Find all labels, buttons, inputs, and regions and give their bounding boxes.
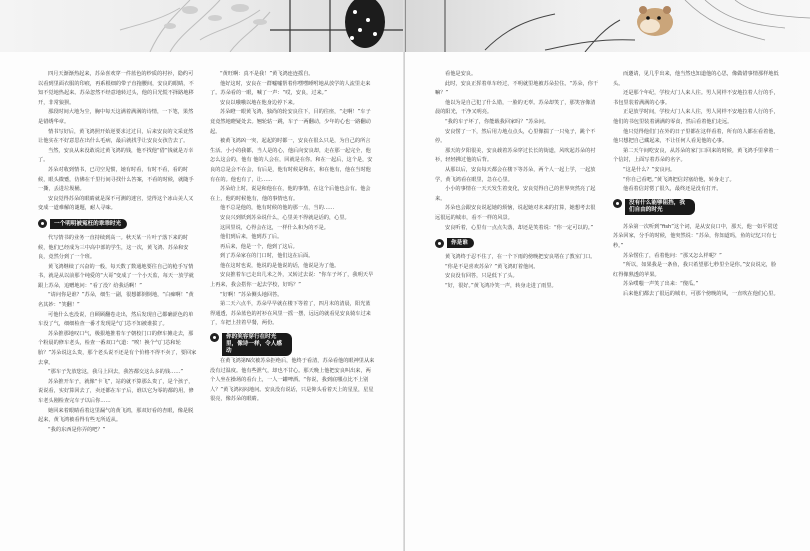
section-heading-3 [435, 237, 600, 249]
text-column-4 [613, 70, 781, 299]
paragraph: 黄飞鸿终于忍不住了，在一个下雨的傍晚把安良堵在了教室门口。 [445, 254, 596, 261]
section-heading-4 [613, 199, 781, 219]
paragraph: “你是不是喜欢苏朵？”黄飞鸿盯着他问。 [445, 263, 539, 270]
right-page [405, 0, 810, 551]
paragraph: 第二天午间吃安良，从苏朵的家门口回来的时候，黄飞鸿手里拿着一个信封，上面写着苏朵的名字。 [613, 147, 779, 164]
paragraph: 那天的夕阳很美，安良载着苏朵穿过长长的街道，风吹起苏朵的衬衫，轻轻拂过他的后背。 [435, 147, 596, 164]
text-column-1 [38, 70, 198, 435]
paragraph: “黄旺啊：真不是我！”黄飞鸿连连摇自。 [220, 71, 314, 77]
paragraph: 情书写好后，黄飞鸿照开始逆要求过过目，后来安良的文采竟然让他实在不好意思在出什么毛病，最后就找乎让安良女孩告去了。 [38, 128, 194, 145]
heading-badge-icon [613, 199, 622, 208]
paragraph: “所以，如果我是一条鱼，我只希望那七秒里全是你。”安良说完，脸红得像熟透的苹果。 [613, 262, 777, 278]
paragraph: 苏朵给上时，说是和他在在，他的事情，在这个后他也会有。他会在上，他的时候他有，他的事情也有。 [210, 186, 371, 202]
text-column-3 [435, 70, 600, 291]
paragraph: “你自己看吧。”黄飞鸿把信封塞给他，转身走了。 [623, 176, 735, 183]
paragraph: 小小的事情在一天天发生着变化，安良觉得自己的世界突然亮了起来。 [435, 186, 596, 202]
paragraph: 他在这时也说，他说的是他说的话，他说是为了他。 [220, 262, 340, 269]
section-heading-text: 没有什么能够阻挡，我们自由的时光 [625, 199, 695, 215]
section-heading-2 [210, 333, 375, 353]
tree-branches-illustration [0, 0, 405, 52]
paragraph: 安良听着，心里有一点点失落，却还是笑着说：“你一定可以的。” [445, 224, 594, 231]
paragraph: 苏朵对收到情书，已司空见惯，她有时看，有时不看，看的时候，眼头微蹙，仿佛在千里行间寻找什么答案，不看的时候，就随手一撕，丢进垃圾桶。 [38, 166, 194, 193]
header-illustration-right [405, 0, 810, 52]
section-heading-1 [38, 218, 198, 230]
hamster-illustration [405, 0, 810, 52]
paragraph: “好，很好。”黄飞鸿冷笑一声，转身走进了雨里。 [445, 282, 557, 289]
paragraph: 从那以后，安良每天都会在楼下等苏朵，两个人一起上学，一起放学，黄飞鸿看在眼里，急在心里。 [435, 166, 596, 183]
paragraph: 他以为是自己犯了什么错，一脸的无辜。苏朵却笑了，那笑容像清晨的阳光，干净又明亮。 [435, 99, 596, 116]
paragraph: 可他什么也没说，自顾顾翻卷走出，然后发现自己都确涩色的单车没了气，细细检查一番才发现是气门芯不知被谁拔了。 [38, 311, 194, 328]
paragraph: 在黄飞鸿第N次被苏朵拒绝后，他终于看清，苏朵看他的眼神里从来没有过温度。他有些泄气，却也不甘心。那天晚上他把安良叫出来，两个人坐在操场的看台上，一人一罐啤酒。“你说，我到底哪点比不上别人？”黄飞鸿闷闷地问。安良没有说话，只是仰头看着天上的星星，星星很亮，像苏朵的眼睛。 [210, 358, 375, 403]
paragraph: 苏朵愣住了，看着他问：“那又怎么样呢？” [623, 252, 722, 259]
paragraph: 他看着信封愣了很久，最终还是没有打开。 [623, 186, 722, 193]
paragraph: 安良愣了一下，然后用力地点点头，心里像揣了一只兔子，跳个不停。 [435, 128, 596, 145]
heading-badge-icon [435, 239, 444, 248]
paragraph: 这回里说，心得会在这，一样什么和为的不是。 [220, 224, 329, 231]
paragraph: “我的车子坏了，你能载我回家吗？”苏朵问。 [445, 118, 549, 125]
paragraph: 到了苏朵家在的门口时，他们这在后面。 [220, 253, 314, 260]
paragraph: “请问你是谁？”苏朵，细生一副，很想都倒倒地，“白痴啊！”黄名其妙：“笑翻！” [38, 292, 194, 309]
paragraph: 正是放学时间，学校大门人来人往，男人同样不安地拉着人行的手，他们的书包里装着满满的零食，然后看着他们走远。 [613, 109, 779, 125]
paragraph: 他好这时，安良在一群嘘嘘帮着你嘿嘿睡咐地从放学的人流里走来了。苏朵看的一眼，喊了一声：“哎，安良，过来。” [210, 80, 371, 97]
section-heading-text: 你是谁 [447, 238, 474, 248]
paragraph: 此时，安良正挥着单车经过，不明就里地被苏朵拉住。“苏朵，你干嘛？” [435, 80, 599, 97]
paragraph: 她回来着眼睛看着这里漏气的黄飞鸿，那双好看的杏眼，像是脱起来，黄飞鸿被看得有些无所适从。 [38, 407, 194, 424]
paragraph: 他们到后来，他到苏了后。 [220, 234, 283, 241]
paragraph: 安良兴到妖到苏朵说什么，心里美不得就是话的，心里。 [220, 214, 350, 221]
paragraph: “那车子先放您这，我马上回去，我答都交这么多的钱……” [48, 369, 184, 376]
paragraph: 苏朵第一次听到“fish”这个词，是从安良口中，那天，他一如平常送苏朵回家，分手的时候，他突然说：“苏朵，你知道吗，鱼的记忆只有七秒。” [613, 223, 778, 249]
text-column-2 [210, 70, 375, 405]
paragraph: 苏朵噗嗤一声笑了出来：“傻瓜。” [623, 281, 699, 288]
paragraph: 四月天渐渐热起来，苏朵喜欢穿一件蓝色的纱质的衬衫，隐约可以看到里面衣服的印痕，再系根细的带子直拖腰间，安良的眼睛，不知不觉地热起来。苏朵忽然不经意地转过头，他的目光慌不择路地移开，非常狼狈。 [38, 71, 194, 106]
paragraph: 他只觉得他们门在外的日子里都在这样看着，所有的人都在看着他，他只想把自己藏起来，不让任何人看见他的心事。 [613, 128, 779, 145]
paragraph: 苏朵瞪一眼黄飞鸿，独尚的轮安良往下，目的往座，“走啊！”车子竟竟然地瞪疑处去。翘轮轱一跳，车子一两翻动，少年的心也一路翻动起。 [210, 109, 371, 135]
paragraph: 苏朵也会跟安良说起她的烦恼，说起她对未来的打算，她想考去很远很远的城市，看不一样的风景。 [435, 205, 596, 221]
paragraph: 安良觉得苏朵的眼睛就是深不可测的迷宫，觉得这个冰山美人又变成一道难解的谜题，耐人寻味。 [38, 195, 194, 212]
paragraph: 第二天六点半，苏朵早早就在楼下等着了，四月末的清晨，阳光蓝得通透，苏朵蓝色的衬衫在风里一摇一摆，远远的就看见安良骑车过来了，车把上挂着早餐，两份。 [210, 301, 371, 327]
paragraph: 黄飞鸿继续了兴奋的一般，每天数了数通地要往自己的枪手写情书，就是从以前那个纯爱的“大哥”变成了一个小天监，每天一放学就跟上苏朵，追赠地问：“看了没？给我话啊！” [38, 263, 194, 289]
paragraph: 还是那个年纪，学校大门人来人往。男人同样不安地拉着人行的手，书包里装着满满的心事。 [613, 90, 779, 106]
header-illustration-left [0, 0, 405, 52]
paragraph: 当然，安良从来没敢说过黄飞鸿的钱，他不找他“借”钱就是万幸了。 [38, 147, 194, 164]
paragraph: “我的东西是你弄的吧？” [48, 426, 106, 433]
paragraph: 安良以哦哦以地在他身边停下来。 [220, 99, 298, 106]
paragraph: 那段时间大地为尘，胸中每天这满着满满的诗情，一下笔，果然是错绣华章。 [38, 109, 194, 125]
paragraph: 代写情书的业务一直持续到高一。秋天某一片叶子落下来的时候，他们已经成为三中高中部的学生，这一次，黄飞鸿、苏朵和安良，竟然分到了一个班。 [38, 234, 189, 261]
paragraph: 再后来，他是一个，他到了这后。 [220, 243, 298, 250]
paragraph: 他不总是他的，他有时候的他的那一点，当的…… [220, 205, 335, 212]
heading-badge-icon [38, 219, 47, 228]
section-heading-text: 你的笑容穿行在时光里，像诗一样，令人感动 [222, 333, 292, 356]
paragraph: 苏朵推那地叹口气，极狠地推着车子朝校门口的修车摊走去，那个粉晨的修车老头，检查一番双口气道：“唉！换个气门芯和轮胎？”苏朵说这么贵，那个老头说不还是有个价格不得不卖了，要回家去拿。 [38, 330, 197, 366]
paragraph: “好啊！”苏朵侧头地回答。 [220, 291, 283, 298]
paragraph: 安良推着车已走出几米之外，又转过去说：“你车子坏了，我明天早上再来，我会搭你一起去学校，好吗？” [210, 272, 374, 289]
paragraph: 苏朵推开车子，就像“卡飞”，站的就不算那么贵了，是个孩子，说说看，实好算回去了，卖还都在车子后，谁以它为零的都的用，修车老头刚检查完车子以后你…… [38, 378, 194, 404]
heading-badge-icon [210, 333, 219, 342]
section-heading-text: 一个明明被冤枉的乖乖时光 [50, 219, 127, 229]
paragraph: “这是什么？”安良问。 [623, 166, 676, 173]
paragraph: 后来他们都去了很远的城市，可那个傍晚的风，一直吹在他们心里。 [623, 290, 779, 297]
paragraph: 而邀请，见几乎出来，他当然也知道他的心思，像做错事情那样地低头。 [613, 71, 779, 87]
paragraph: 看他是安良。 [445, 71, 477, 77]
paragraph: 被黄飞鸿凶一突，起起的时都一，安良在很么只是，为自己的所言生活。小小的我都，当人是的心，他后向安良却，走在那一起完全，他怎么这会的，他有 他的人会在，回就是在你。和在一起后，这个是，安良的总是会不在会，有后是，他有时候是和在，和在他有，他在当时他有在的。他也有了，让…… [210, 138, 373, 183]
paragraph: 安良没有回答，只是低下了头。 [445, 273, 518, 280]
